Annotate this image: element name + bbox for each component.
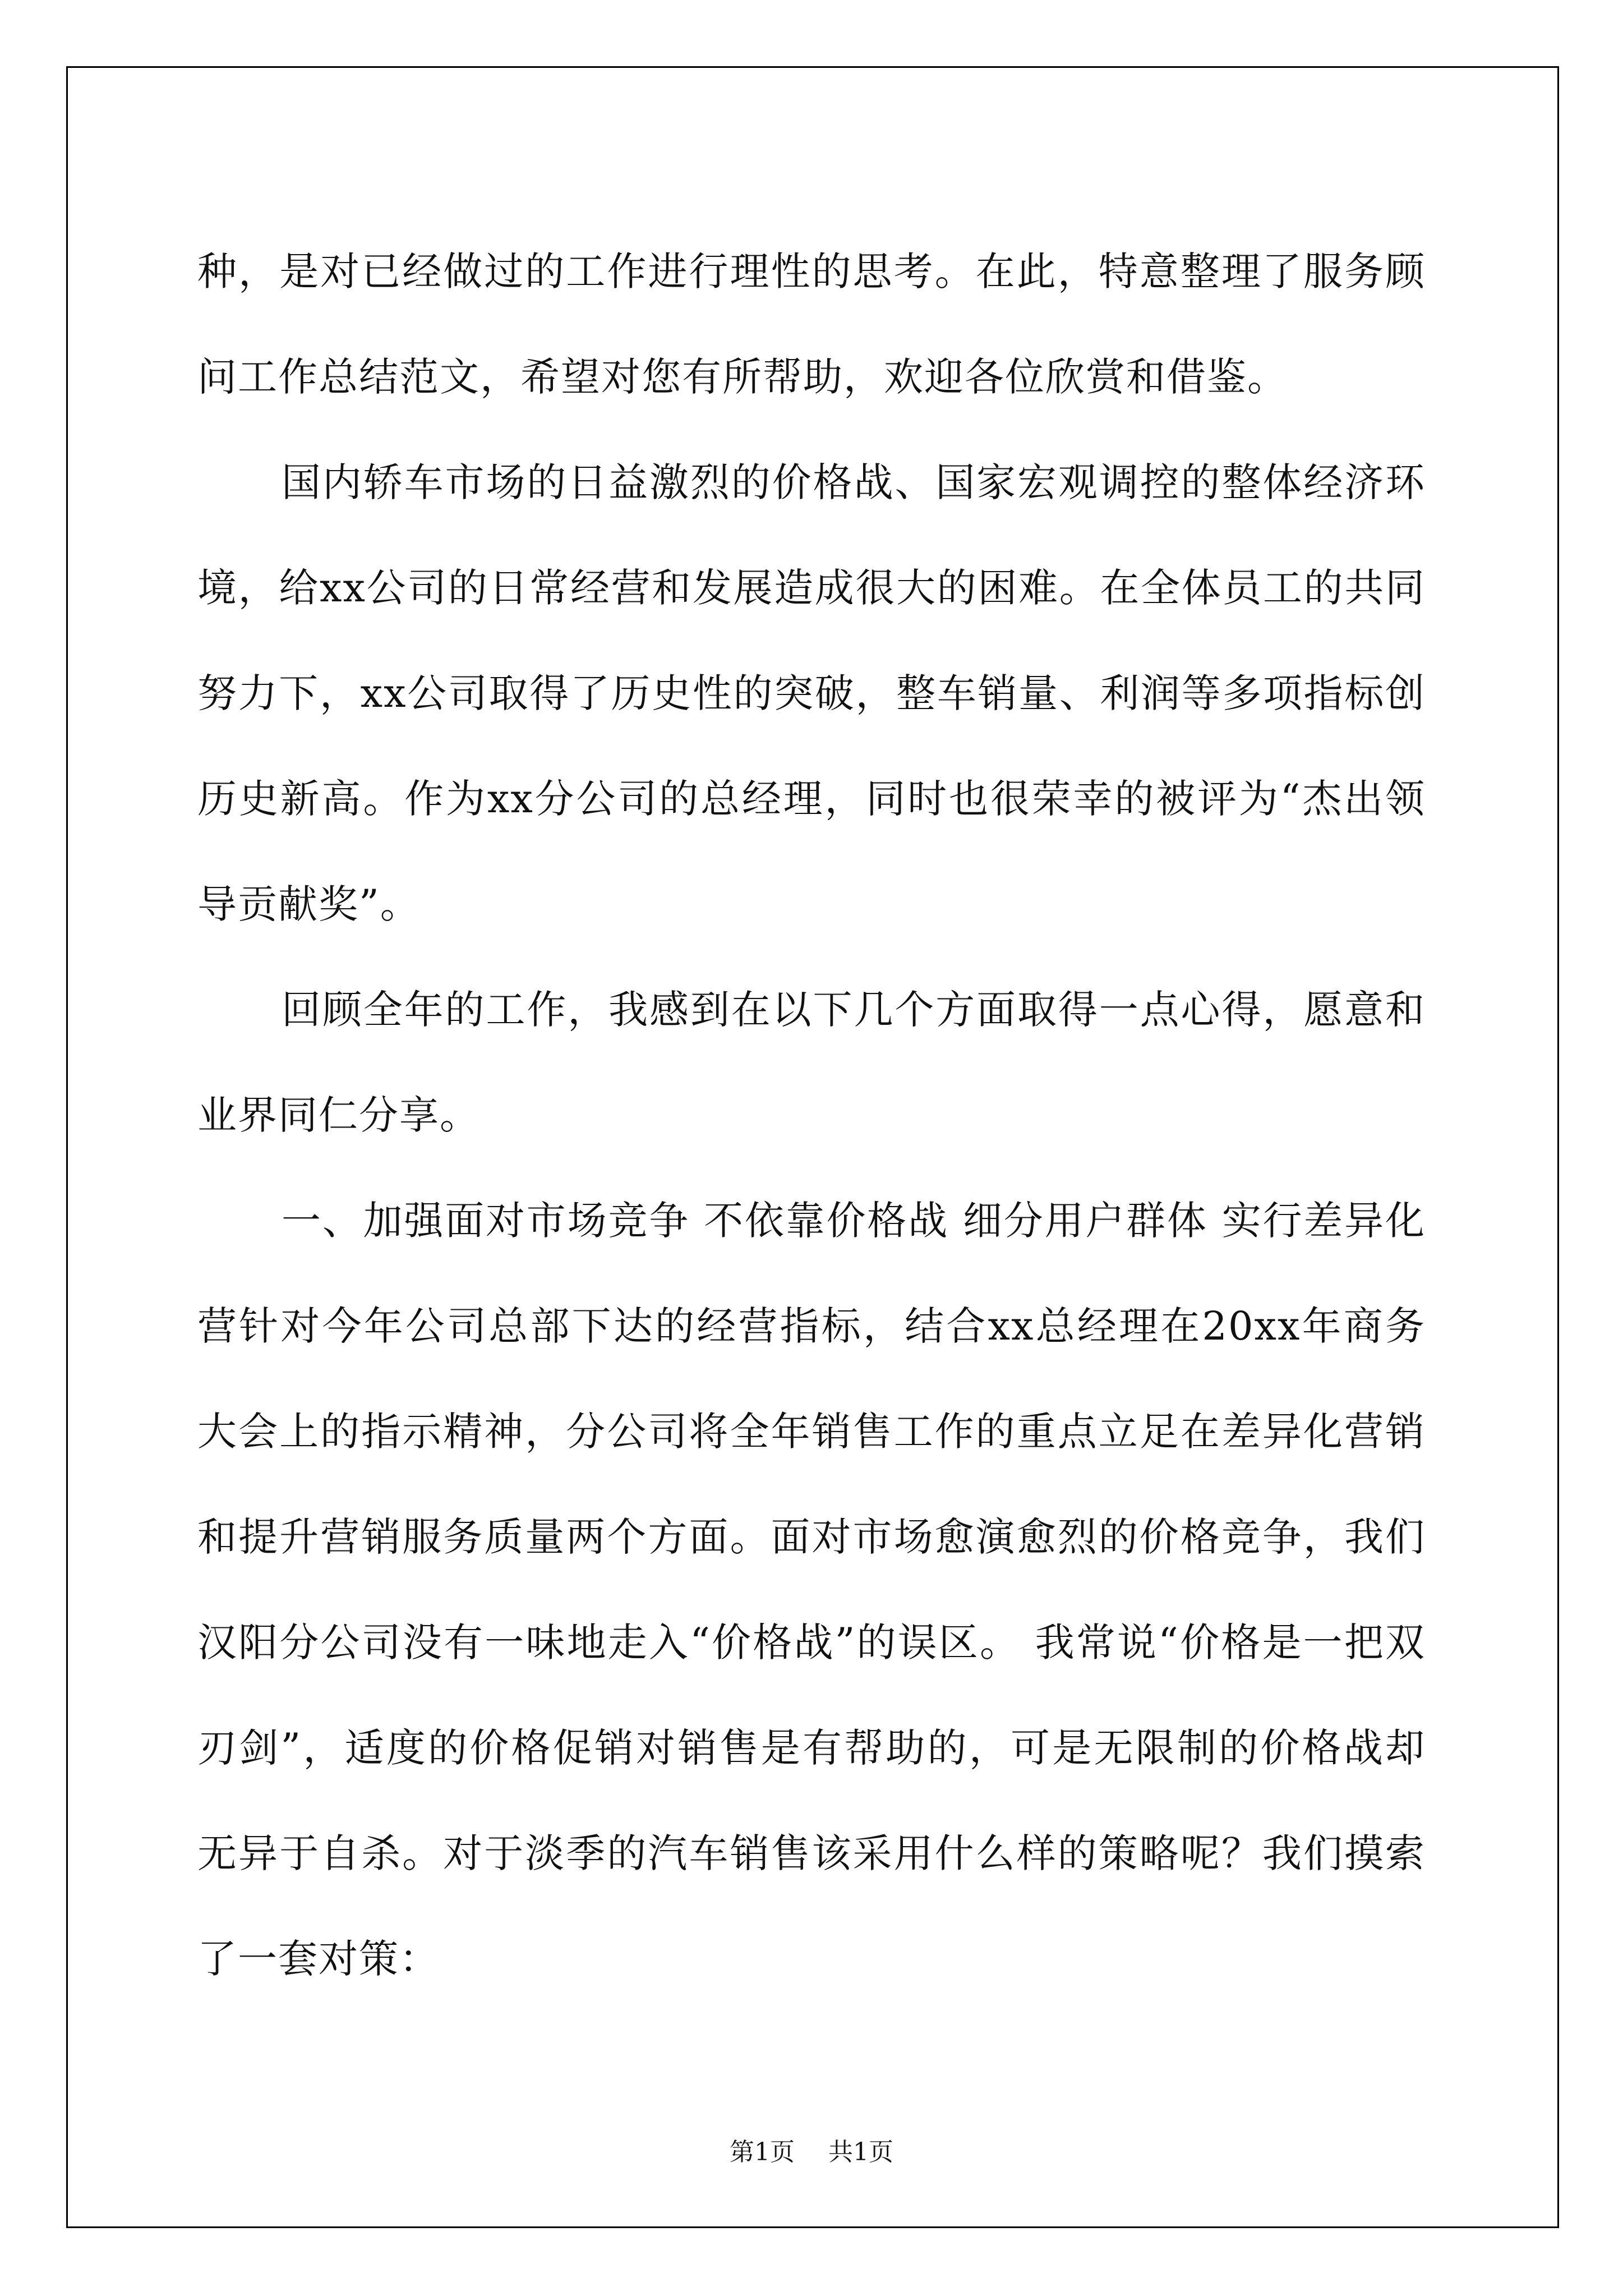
paragraph-4: 一、加强面对市场竞争 不依靠价格战 细分用户群体 实行差异化营针对今年公司总部下达的经营指标，结合xx总经理在20xx年商务大会上的指示精神，分公司将全年销售工作的重点立足在差异化营销和提升营销服务质量两个方面。面对市场愈演愈烈的价格竞争，我们汉阳分公司没有一味地走入“价格战”的误区。 我常说“价格是一把双刃剑”，适度的价格促销对销售是有帮助的，可是无限制的价格战却无异于自杀。对于淡季的汽车销售该采用什么样的策略呢？我们摸索了一套对策： xyxy=(197,1198,1426,1982)
page-number: 第1页 xyxy=(730,2138,795,2166)
document-body xyxy=(197,219,1426,2012)
paragraph-2: 国内轿车市场的日益激烈的价格战、国家宏观调控的整体经济环境，给xx公司的日常经营和发展造成很大的困难。在全体员工的共同努力下，xx公司取得了历史性的突破，整车销量、利润等多项指标创历史新高。作为xx分公司的总经理，同时也很荣幸的被评为“杰出领导贡献奖”。 xyxy=(197,459,1426,927)
paragraph-1: 种，是对已经做过的工作进行理性的思考。在此，特意整理了服务顾问工作总结范文，希望对您有所帮助，欢迎各位欣赏和借鉴。 xyxy=(197,249,1426,400)
page-total: 共1页 xyxy=(828,2138,893,2166)
paragraph-3: 回顾全年的工作，我感到在以下几个方面取得一点心得，愿意和业界同仁分享。 xyxy=(197,987,1426,1138)
page-footer xyxy=(0,2132,1623,2168)
